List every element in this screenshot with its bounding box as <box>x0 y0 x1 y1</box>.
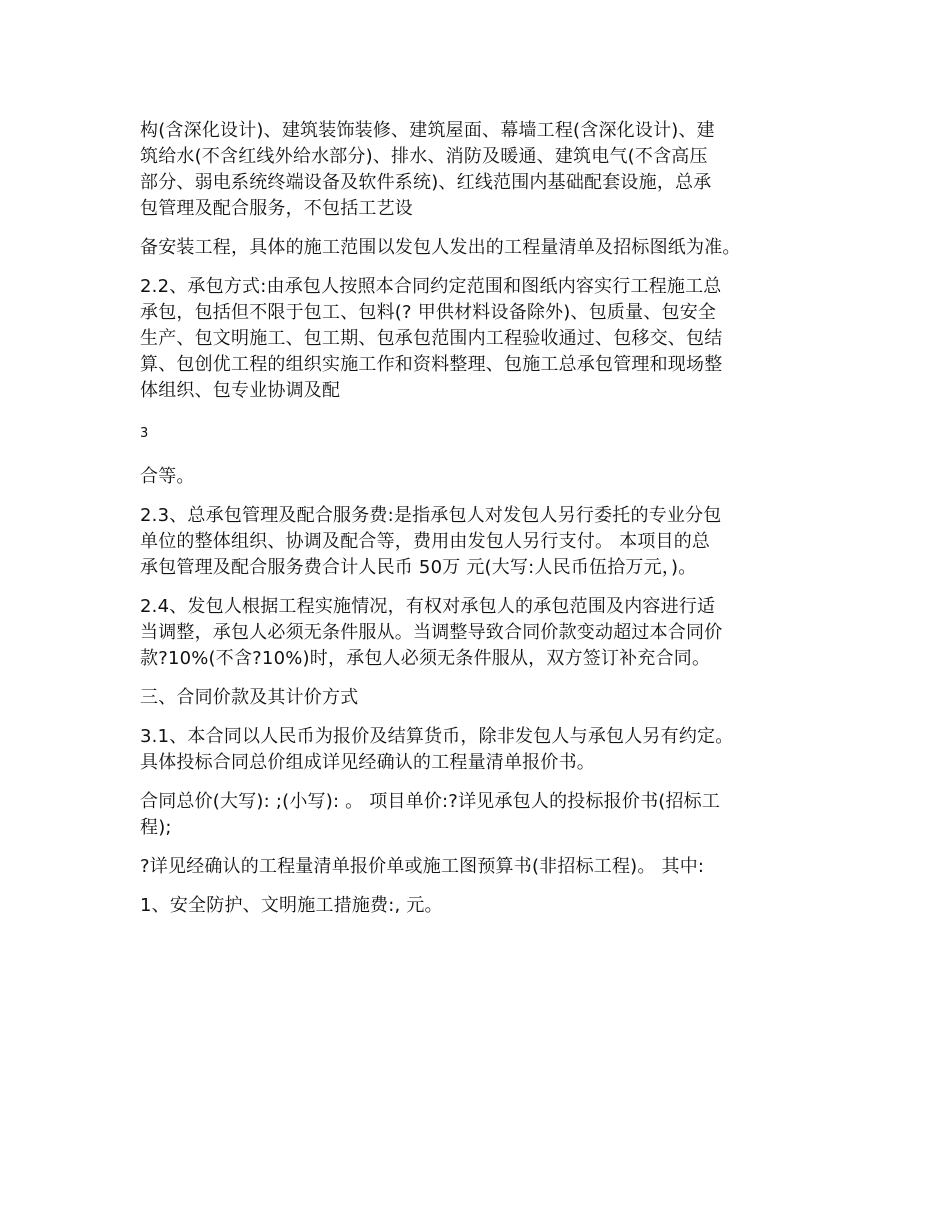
text-line: 2.4、发包人根据工程实施情况，有权对承包人的承包范围及内容进行适 <box>140 596 716 617</box>
text-line: 备安装工程，具体的施工范围以发包人发出的工程量清单及招标图纸为准。 <box>140 237 741 258</box>
paragraph-clause-2-4 <box>140 594 830 672</box>
text-line: 具体投标合同总价组成详见经确认的工程量清单报价书。 <box>140 752 595 773</box>
text-line: 生产、包文明施工、包工期、包承包范围内工程验收通过、包移交、包结 <box>140 328 723 349</box>
text-line: 算、包创优工程的组织实施工作和资料整理、包施工总承包管理和现场整 <box>140 354 723 375</box>
paragraph-scope-end <box>140 235 830 261</box>
section-heading-3 <box>140 685 830 711</box>
page-number: 3 <box>140 426 149 441</box>
text-line: 承包，包括但不限于包工、包料(? 甲供材料设备除外)、包质量、包安全 <box>140 302 717 323</box>
text-line: 包管理及配合服务，不包括工艺设 <box>140 198 413 219</box>
text-line: 承包管理及配合服务费合计人民币 50万 元(大写:人民币伍拾万元，)。 <box>140 557 697 578</box>
text-line: 部分、弱电系统终端设备及软件系统)、红线范围内基础配套设施，总承 <box>140 172 712 193</box>
text-line: 合等。 <box>140 466 195 487</box>
text-line: 构(含深化设计)、建筑装饰装修、建筑屋面、幕墙工程(含深化设计)、建 <box>140 120 715 141</box>
paragraph-price-detail <box>140 854 830 880</box>
text-line: 单位的整体组织、协调及配合等，费用由发包人另行支付。 本项目的总 <box>140 531 711 552</box>
paragraph-contract-price <box>140 789 830 841</box>
paragraph-clause-2-3 <box>140 503 830 581</box>
paragraph-clause-2-2 <box>140 274 830 404</box>
text-line: 体组织、包专业协调及配 <box>140 380 341 401</box>
text-line: 三、合同价款及其计价方式 <box>140 687 359 708</box>
text-line: 程); <box>140 817 172 838</box>
text-line: 款?10%(不含?10%)时，承包人必须无条件服从，双方签订补充合同。 <box>140 648 711 669</box>
paragraph-scope-continuation <box>140 118 830 222</box>
text-line: 当调整，承包人必须无条件服从。当调整导致合同价款变动超过本合同价 <box>140 622 723 643</box>
document-page <box>140 118 830 919</box>
paragraph-item-1 <box>140 893 830 919</box>
paragraph-clause-3-1 <box>140 724 830 776</box>
text-line: 筑给水(不含红线外给水部分)、排水、消防及暖通、建筑电气(不含高压 <box>140 146 708 167</box>
text-line: ?详见经确认的工程量清单报价单或施工图预算书(非招标工程)。 其中: <box>140 856 705 877</box>
text-line: 2.2、承包方式:由承包人按照本合同约定范围和图纸内容实行工程施工总 <box>140 276 722 297</box>
text-line: 合同总价(大写): ;(小写): 。 项目单价:?详见承包人的投标报价书(招标工 <box>140 791 721 812</box>
text-line: 3.1、本合同以人民币为报价及结算货币，除非发包人与承包人另有约定。 <box>140 726 734 747</box>
text-line: 1、安全防护、文明施工措施费:, 元。 <box>140 895 443 916</box>
paragraph-clause-2-2-end <box>140 464 830 490</box>
text-line: 2.3、总承包管理及配合服务费:是指承包人对发包人另行委托的专业分包 <box>140 505 722 526</box>
